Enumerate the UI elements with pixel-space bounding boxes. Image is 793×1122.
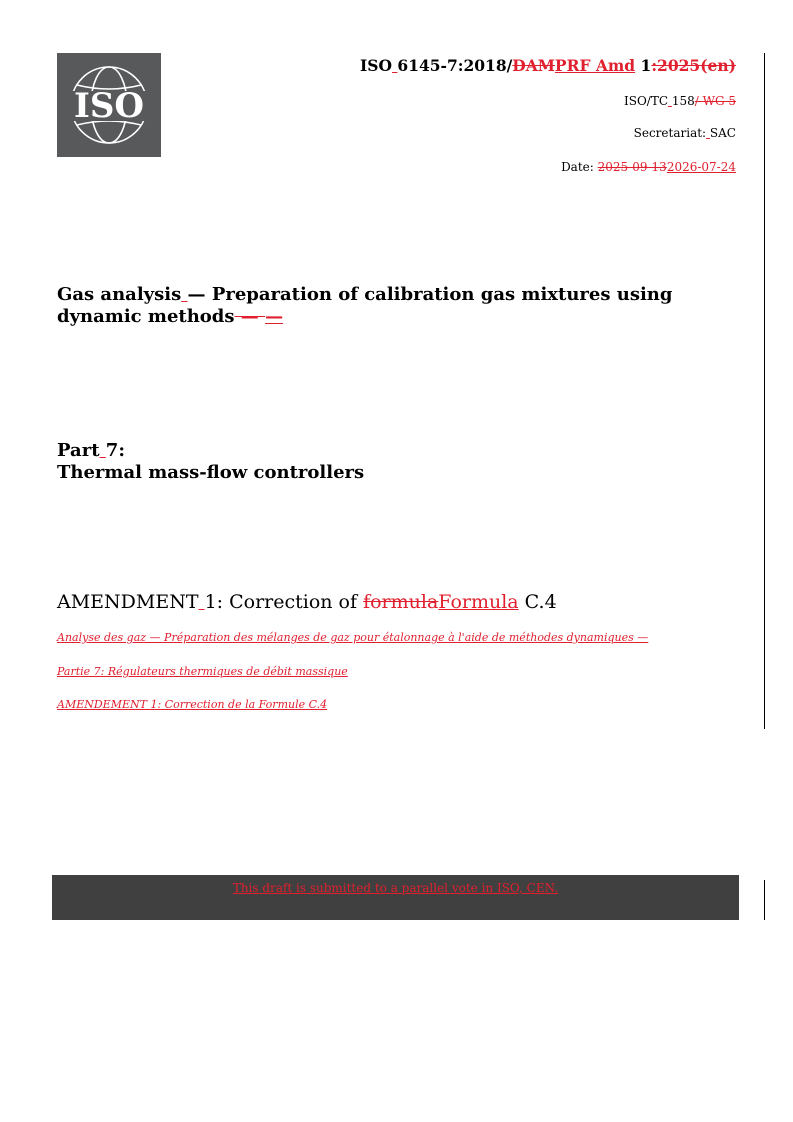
ref-amd-number: 1 — [640, 56, 652, 75]
amendment-deleted-word: formula — [363, 591, 439, 613]
document-reference — [360, 56, 736, 75]
title-line2-word: methods — [147, 306, 235, 327]
secretariat-line — [634, 126, 736, 140]
iso-logo — [57, 53, 161, 157]
ref-prefix: ISO — [360, 56, 392, 75]
part-subtitle: Thermal mass-flow controllers — [57, 462, 365, 483]
french-title: Analyse des gaz — Préparation des mélanges de gaz pour étalonnage à l'aide de méthodes dynamiques — — [57, 631, 649, 644]
part-number: 7: — [105, 440, 125, 461]
part-label: Part — [57, 440, 100, 461]
date-label: Date: — [561, 160, 598, 174]
part-heading — [57, 440, 364, 484]
title-line-1 — [57, 284, 717, 306]
logo-text: ISO — [73, 86, 145, 126]
committee-deleted-wg: / WG 5 — [694, 94, 736, 108]
secretariat-label: Secretariat: — [633, 126, 707, 140]
date-deleted: 2025-09-13 — [597, 160, 667, 174]
title-rest: — Preparation of calibration gas mixtures using — [187, 284, 673, 305]
document-title — [57, 284, 717, 328]
amendment-text: 1: Correction of — [204, 591, 364, 613]
part-number-line — [57, 440, 364, 462]
ref-inserted-stage: PRF Amd — [554, 56, 636, 75]
amendment-label: AMENDMENT — [57, 591, 199, 613]
amendment-ref: C.4 — [518, 591, 557, 613]
french-amendment: AMENDEMENT 1: Correction de la Formule C.4 — [57, 698, 328, 711]
committee-prefix: ISO/TC — [624, 94, 669, 108]
committee-number: 158 — [671, 94, 695, 108]
date-inserted: 2026-07-24 — [666, 160, 736, 174]
change-bar — [764, 53, 765, 729]
change-bar-footer — [764, 880, 765, 920]
ref-deleted-stage: DAM — [512, 56, 555, 75]
title-deleted-dash: — — [234, 306, 266, 327]
globe-icon — [57, 53, 161, 157]
ref-deleted-year: :2025(en) — [651, 56, 736, 75]
amendment-inserted-word: Formula — [438, 591, 519, 613]
title-start: Gas analysis — [57, 284, 182, 305]
date-line — [561, 160, 736, 174]
amendment-title — [57, 591, 557, 613]
committee-line — [624, 94, 736, 108]
title-line2-start: dynamic — [57, 306, 148, 327]
ref-number: 6145-7:2018/ — [397, 56, 513, 75]
secretariat-value: SAC — [709, 126, 736, 140]
french-part: Partie 7: Régulateurs thermiques de débit massique — [57, 665, 348, 678]
draft-notice-text: This draft is submitted to a parallel vote in ISO, CEN. — [232, 881, 559, 895]
draft-notice-box — [52, 875, 739, 920]
title-line-2 — [57, 306, 717, 328]
title-inserted-dash: — — [265, 306, 284, 327]
